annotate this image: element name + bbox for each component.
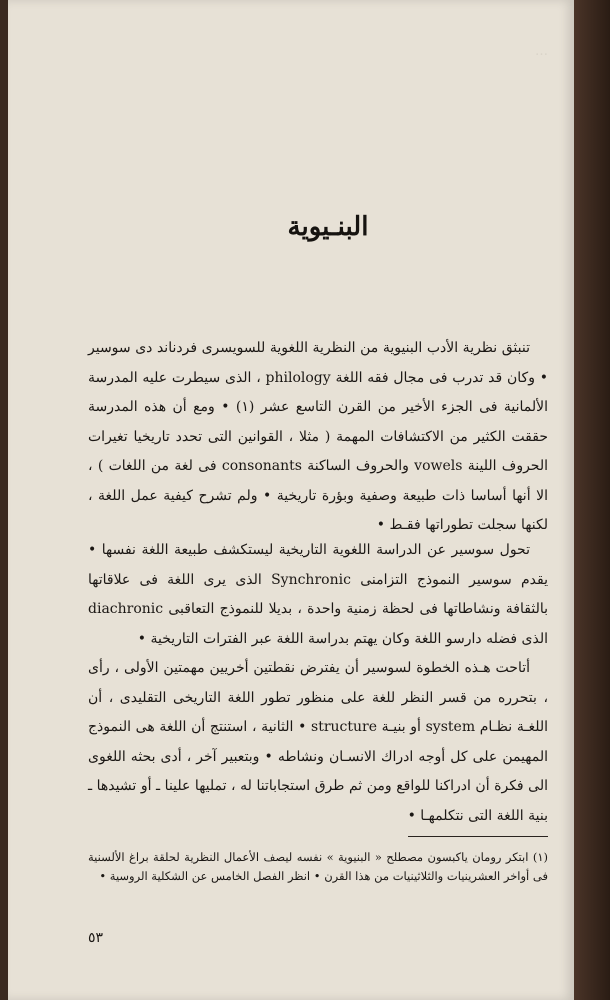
paragraph-1 [88, 334, 548, 541]
chapter-title: البنـيوية [287, 212, 369, 242]
paragraph-text: تحول سوسير عن الدراسة اللغوية التاريخية ليستكشف طبيعة اللغة نفسها • يقدم سوسير النموذج التزامنى Synchronic الذى يرى اللغة فى علاقاتها بالثقافة ونشاطاتها فى لحظة زمنية واحدة ، بديلا للنموذج التعاقبى diachronic الذى فضله دارسو اللغة وكان يهتم بدراسة اللغة عبر الفترات التاريخية • [88, 542, 548, 647]
page-number: ٥٣ [88, 930, 104, 946]
bleed-through-text: … [535, 44, 548, 59]
footnote-divider [408, 836, 548, 837]
paragraph-3 [88, 654, 548, 831]
paragraph-text: أتاحت هـذه الخطوة لسوسير أن يفترض نقطتين أخريين مهمتين الأولى ، رأى ، بتحرره من قسر النظر للغة على منظور تطور اللغة التاريخى التقليدى ، أن اللغـة نظـام system أو بنيـة structure • الثانية ، استنتج أن اللغة هى النموذج المهيمن على كل أوجه ادراك الانسـان ونشاطه • وبتعبير آخر ، أدى بحثه اللغوى الى فكرة أن ادراكنا للواقع ومن ثم طرق استجاباتنا له ، تمليها علينا ـ أو تشيدها ـ بنية اللغة التى نتكلمهـا • [88, 660, 549, 824]
book-cover-edge [574, 0, 610, 1000]
footnote: (١) ابتكر رومان ياكبسون مصطلح « البنيوية » نفسه ليصف الأعمال النظرية لحلقة براغ الألسنية فى أواخر العشرينيات والثلاثينيات من هذا القرن • انظر الفصل الخامس عن الشكلية الروسية • [88, 850, 548, 883]
paragraph-text: تنبثق نظرية الأدب البنيوية من النظرية اللغوية للسويسرى فردناند دى سوسير • وكان قد تدرب فى مجال فقه اللغة philology ، الذى سيطرت عليه المدرسة الألمانية فى الجزء الأخير من القرن التاسع عشر (١) • ومع أن هذه المدرسة حققت الكثير من الاكتشافات المهمة ( مثلا ، القوانين التى تحدد تاريخيا تغيرات الحروف اللينة vowels والحروف الساكنة consonants فى لغة من اللغات ) ، الا أنها أساسا ذات طبيعة وصفية وبؤرة تاريخية • ولم تشرح كيفية عمل اللغة ، لكنها سجلت تطوراتها فقـط • [88, 340, 549, 533]
book-page [8, 0, 574, 1000]
paragraph-2 [88, 536, 548, 654]
